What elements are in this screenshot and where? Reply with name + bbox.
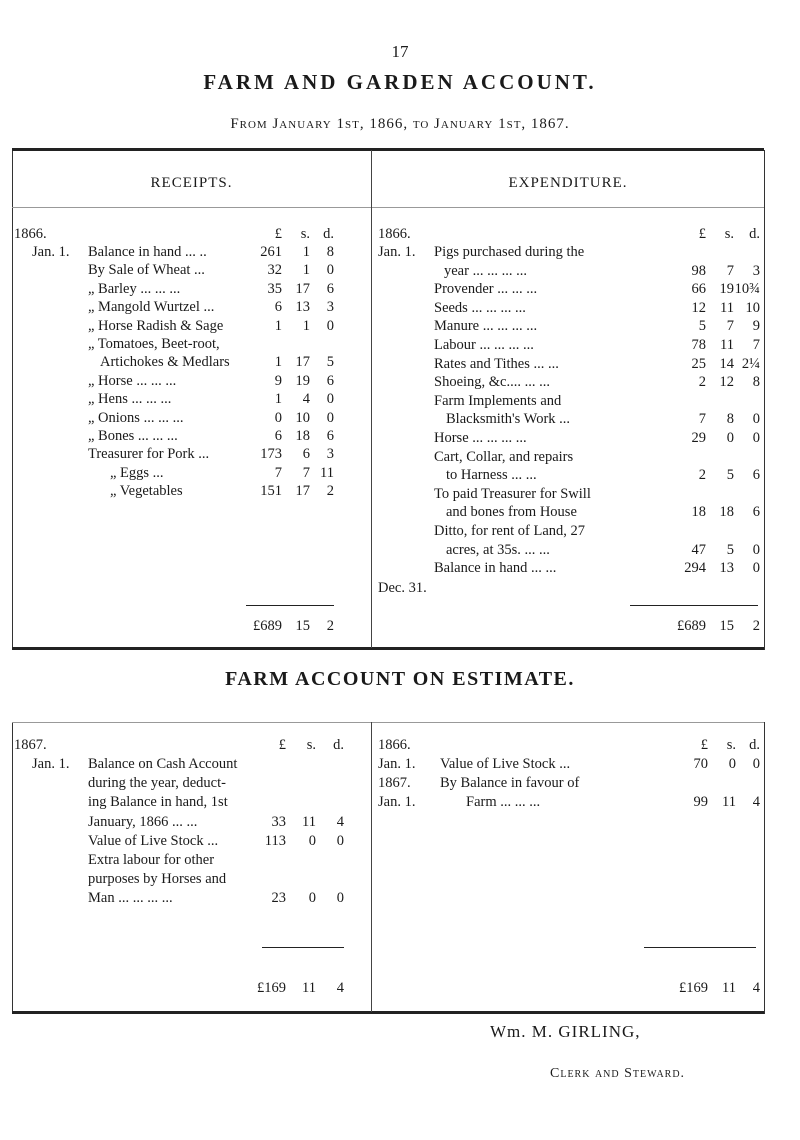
receipts-row-pounds: 1 [274,317,282,334]
estimate-left-row-text: Value of Live Stock ... [88,832,219,849]
receipts-row-text: „ Eggs ... [110,464,164,481]
expenditure-row-text: to Harness ... ... [446,467,537,484]
estimate-bottom-rule [12,1011,764,1014]
estimate-right-row-pounds: 70 [693,756,708,772]
expenditure-row-pence: 0 [752,560,760,577]
expenditure-row-pounds: 18 [691,504,706,521]
estimate-left-pound-header: £ [278,737,286,753]
expenditure-row-text: Rates and Tithes ... ... [434,355,559,372]
estimate-right-pound-header: £ [700,737,708,753]
expenditure-row-pence: 0 [752,541,760,558]
expenditure-row-pounds: 12 [691,299,706,316]
expenditure-row-text: Provender ... ... ... [434,281,538,298]
receipts-row-text: „ Barley ... ... ... [88,280,181,297]
expenditure-row-shillings: 5 [726,541,734,558]
estimate-right-row-text: Value of Live Stock ... [440,756,571,772]
expenditure-row-text: Pigs purchased during the [434,244,585,260]
receipts-row-pence: 0 [326,391,334,408]
receipts-row-pence: 6 [326,428,334,444]
estimate-left-row-pounds: 33 [271,813,286,830]
receipts-row-shillings: 17 [295,483,310,500]
expenditure-row-pence: 10 [745,299,760,316]
receipts-row-pence: 8 [326,244,334,260]
expenditure-row-text: Horse ... ... ... ... [434,430,527,446]
expenditure-row-pounds: 2 [698,374,706,391]
expenditure-row-shillings: 18 [719,504,734,521]
estimate-left-row-pence: 0 [336,832,344,849]
expenditure-pence-header: d. [749,226,760,242]
receipts-row-text: Artichokes & Medlars [100,354,230,371]
receipts-shilling-header: s. [300,226,310,242]
estimate-right-row-text: Farm ... ... ... [466,794,541,811]
expenditure-shilling-header: s. [724,226,734,242]
receipts-row-shillings: 17 [295,280,310,297]
signature-name: Wm. M. GIRLING, [490,1022,641,1041]
receipts-total-shillings: 15 [295,618,310,634]
estimate-left-row-text: purposes by Horses and [88,871,227,888]
receipts-total-rule [246,605,334,606]
expenditure-row-text: Ditto, for rent of Land, 27 [434,523,586,539]
estimate-right-total-pounds: £169 [679,980,708,996]
receipts-row-pence: 11 [320,464,334,481]
estimate-right-date-2: Jan. 1. [378,794,416,810]
estimate-left-shilling-header: s. [306,737,316,753]
estimate-right-pence-header: d. [749,737,760,753]
estimate-right-row-shillings: 11 [722,794,736,811]
column-divider [371,150,372,648]
receipts-row-text: „ Vegetables [110,483,183,500]
expenditure-row-pounds: 2 [698,467,706,484]
receipts-total-pounds: £689 [253,618,282,634]
expenditure-row-text: Cart, Collar, and repairs [434,448,574,465]
expenditure-row-shillings: 11 [720,337,734,353]
estimate-left-year: 1867. [14,737,47,753]
receipts-row-shillings: 1 [302,317,310,334]
estimate-left-row-text: Man ... ... ... ... [88,890,173,907]
page-number: 17 [391,42,409,61]
estimate-left-row-text: ing Balance in hand, 1st [88,794,228,811]
estimate-left-total-shillings: 11 [302,980,316,996]
estimate-left-row-shillings: 0 [308,890,316,907]
expenditure-row-pounds: 7 [698,411,706,428]
receipts-row-pounds: 1 [274,391,282,408]
estimate-left-row-shillings: 11 [302,813,316,830]
receipts-row-pence: 0 [326,317,334,334]
expenditure-row-pounds: 66 [691,281,706,298]
estimate-left-total-rule [262,947,344,948]
expenditure-header: EXPENDITURE. [508,175,628,191]
receipts-row-text: „ Tomatoes, Beet-root, [88,336,220,352]
expenditure-row-shillings: 11 [720,299,734,316]
expenditure-pound-header: £ [698,226,706,242]
estimate-right-row-shillings: 0 [728,756,736,772]
receipts-row-text: Treasurer for Pork ... [88,446,210,463]
expenditure-row-text: Balance in hand ... ... [434,560,557,577]
expenditure-row-text: Labour ... ... ... ... [434,337,534,353]
expenditure-row-shillings: 8 [726,411,734,428]
receipts-row-pounds: 1 [274,354,282,371]
expenditure-end-date: Dec. 31. [378,580,427,596]
estimate-left-row-pounds: 23 [271,890,286,907]
expenditure-row-text: To paid Treasurer for Swill [434,485,591,502]
receipts-date: Jan. 1. [32,244,70,260]
estimate-left-date: Jan. 1. [32,756,70,772]
expenditure-row-pounds: 29 [691,430,706,446]
receipts-row-shillings: 19 [295,372,310,389]
receipts-row-pence: 5 [326,354,334,371]
estimate-left-row-text: during the year, deduct- [88,775,226,792]
estimate-left-row-shillings: 0 [308,832,316,849]
expenditure-row-text: Farm Implements and [434,392,562,409]
receipts-row-pounds: 7 [274,464,282,481]
receipts-row-pence: 0 [326,262,334,279]
receipts-row-pounds: 173 [260,446,282,463]
receipts-row-pence: 0 [326,409,334,426]
estimate-left-row-text: Balance on Cash Account [88,756,238,772]
receipts-row-shillings: 13 [295,299,310,316]
expenditure-row-text: Shoeing, &c.... ... ... [434,374,550,391]
expenditure-row-pounds: 5 [698,318,706,335]
receipts-row-text: „ Hens ... ... ... [88,391,172,408]
expenditure-row-pence: 7 [752,337,760,353]
estimate-top-rule [12,722,764,723]
estimate-left-row-pence: 0 [336,890,344,907]
signature-title: Clerk and Steward. [550,1066,686,1081]
expenditure-row-shillings: 0 [726,430,734,446]
estimate-left-row-text: Extra labour for other [88,852,215,868]
receipts-row-shillings: 10 [295,409,310,426]
receipts-row-shillings: 4 [302,391,310,408]
expenditure-row-pounds: 25 [691,355,706,372]
receipts-row-text: „ Onions ... ... ... [88,409,184,426]
receipts-row-pence: 6 [326,280,334,297]
receipts-row-text: Balance in hand ... .. [88,244,207,260]
estimate-left-pence-header: d. [333,737,344,753]
expenditure-date: Jan. 1. [378,244,416,260]
expenditure-row-pounds: 47 [691,541,706,558]
expenditure-row-pence: 3 [752,262,760,279]
receipts-row-pounds: 6 [274,299,282,316]
expenditure-row-text: Blacksmith's Work ... [446,411,571,428]
receipts-year: 1866. [14,226,47,242]
expenditure-row-text: acres, at 35s. ... ... [446,541,550,558]
table-bottom-rule [12,647,764,650]
expenditure-row-text: Seeds ... ... ... ... [434,299,526,316]
expenditure-row-shillings: 13 [719,560,734,577]
expenditure-total-shillings: 15 [719,618,734,634]
expenditure-row-text: Manure ... ... ... ... [434,318,538,335]
receipts-row-text: „ Bones ... ... ... [88,428,178,444]
expenditure-row-pounds: 98 [691,262,706,279]
receipts-row-text: By Sale of Wheat ... [88,262,205,279]
expenditure-row-pence: 10¾ [734,281,760,298]
page-subtitle: From January 1st, 1866, to January 1st, 1867. [230,116,570,132]
estimate-right-row-pounds: 99 [693,794,708,811]
receipts-row-pounds: 9 [274,372,282,389]
expenditure-row-shillings: 19 [719,281,734,298]
receipts-row-pounds: 6 [274,428,282,444]
expenditure-row-pounds: 294 [684,560,706,577]
expenditure-row-pence: 6 [752,467,760,484]
estimate-right-shilling-header: s. [726,737,736,753]
receipts-row-pence: 3 [326,299,334,316]
expenditure-row-shillings: 12 [719,374,734,391]
estimate-left-total-pounds: £169 [257,980,286,996]
receipts-row-text: „ Horse Radish & Sage [88,317,224,334]
estimate-left-row-pence: 4 [336,813,344,830]
table-top-rule [12,148,764,151]
receipts-row-shillings: 6 [302,446,310,463]
estimate-title: FARM ACCOUNT ON ESTIMATE. [225,668,575,690]
page-title: FARM AND GARDEN ACCOUNT. [203,70,597,94]
estimate-right-row-text: By Balance in favour of [440,775,580,792]
expenditure-row-shillings: 7 [726,262,734,279]
receipts-row-pounds: 0 [274,409,282,426]
estimate-left-total-pence: 4 [336,980,344,996]
receipts-row-shillings: 17 [295,354,310,371]
expenditure-year: 1866. [378,226,411,242]
expenditure-row-pence: 8 [752,374,760,391]
estimate-column-divider [371,722,372,1012]
estimate-right-year-2: 1867. [378,775,411,791]
receipts-row-pounds: 151 [260,483,282,500]
receipts-pence-header: d. [323,226,334,242]
expenditure-row-pence: 0 [752,430,760,446]
expenditure-row-pence: 0 [752,411,760,428]
estimate-right-total-pence: 4 [752,980,760,996]
receipts-row-shillings: 1 [302,244,310,260]
estimate-right-date-1: Jan. 1. [378,756,416,772]
receipts-row-pounds: 35 [267,280,282,297]
expenditure-row-pounds: 78 [691,337,706,353]
expenditure-row-shillings: 5 [726,467,734,484]
receipts-row-pence: 2 [326,483,334,500]
receipts-row-pence: 3 [326,446,334,463]
expenditure-row-shillings: 7 [726,318,734,335]
estimate-right-row-pence: 4 [752,794,760,811]
receipts-row-text: „ Horse ... ... ... [88,372,177,389]
estimate-left-row-text: January, 1866 ... ... [88,813,198,830]
receipts-row-text: „ Mangold Wurtzel ... [88,299,215,316]
expenditure-row-pence: 6 [752,504,760,521]
expenditure-total-pounds: £689 [677,618,706,634]
expenditure-row-shillings: 14 [719,355,734,372]
expenditure-row-pence: 2¼ [741,355,760,372]
expenditure-row-text: and bones from House [446,504,577,521]
expenditure-row-text: year ... ... ... ... [444,262,527,279]
receipts-row-shillings: 1 [302,262,310,279]
receipts-row-pounds: 32 [267,262,282,279]
receipts-total-pence: 2 [326,618,334,634]
expenditure-total-rule [630,605,758,606]
estimate-right-year-1: 1866. [378,737,411,753]
receipts-row-shillings: 18 [295,428,310,444]
estimate-left-row-pounds: 113 [264,832,286,849]
receipts-row-pence: 6 [326,372,334,389]
estimate-right-row-pence: 0 [752,756,760,772]
receipts-row-shillings: 7 [302,464,310,481]
receipts-row-pounds: 261 [260,244,282,260]
expenditure-total-pence: 2 [752,618,760,634]
estimate-right-total-shillings: 11 [722,980,736,996]
expenditure-row-pence: 9 [752,318,760,335]
header-divider [12,207,764,208]
receipts-pound-header: £ [274,226,282,242]
estimate-right-total-rule [644,947,756,948]
receipts-header: RECEIPTS. [150,175,233,191]
